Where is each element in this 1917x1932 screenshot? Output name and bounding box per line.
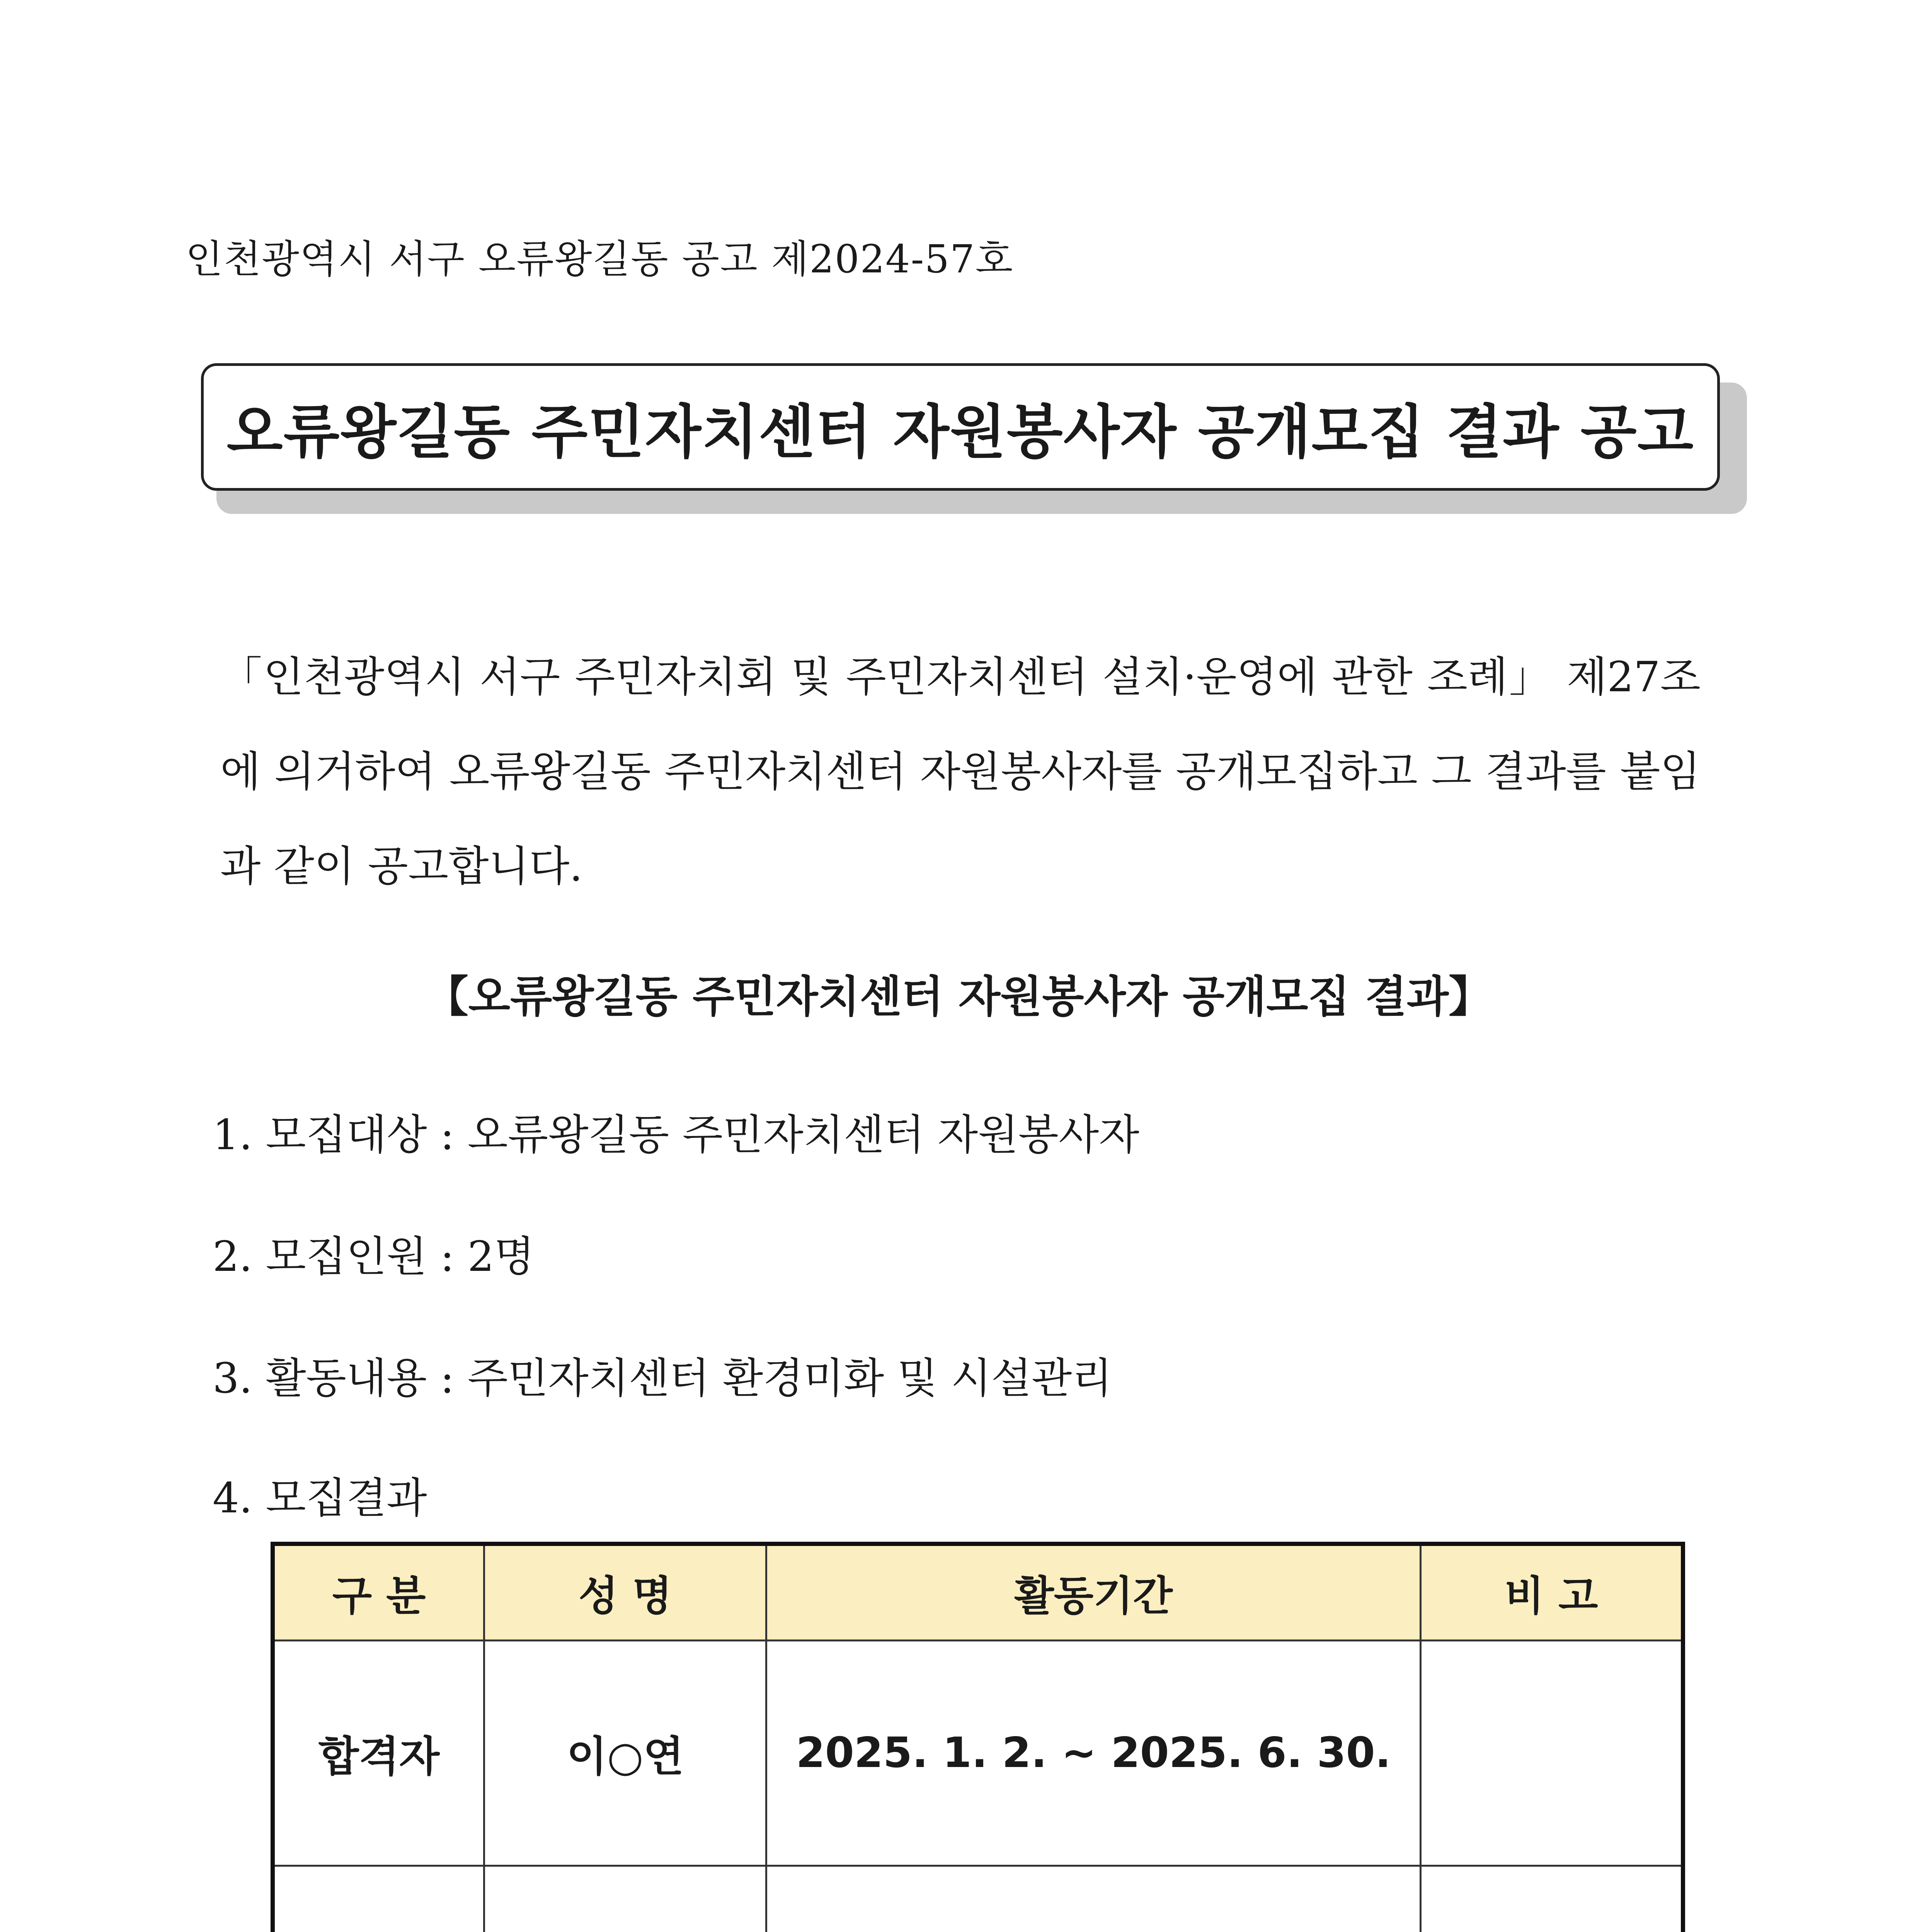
cell-name: 이○연 [484,1641,766,1866]
result-table [271,1542,1685,1932]
cell-category [273,1866,484,1932]
table-row [273,1641,1683,1866]
cell-remarks [1421,1641,1683,1866]
table-row [273,1866,1683,1932]
item-recruit-count: 2. 모집인원 : 2명 [213,1233,535,1281]
page-title: 오류왕길동 주민자치센터 자원봉사자 공개모집 결과 공고 [226,399,1694,466]
header-name: 성 명 [484,1544,766,1641]
item-activity: 3. 활동내용 : 주민자치센터 환경미화 및 시설관리 [213,1354,1112,1403]
intro-paragraph: 「인천광역시 서구 주민자치회 및 주민자치센터 설치·운영에 관한 조례」 제27조에 의거하여 오류왕길동 주민자치센터 자원봉사자를 공개모집하고 그 결과를 붙임과 같이 공고합니다. [220,653,1701,891]
header-remarks: 비 고 [1421,1544,1683,1641]
notice-number: 인천광역시 서구 오류왕길동 공고 제2024-57호 [186,236,1014,282]
cell-period: 2025. 1. 2. ~ 2025. 6. 30. [766,1641,1421,1866]
cell-remarks [1421,1866,1683,1932]
cell-name [484,1866,766,1932]
table-header-row [273,1544,1683,1641]
result-heading: 【오류왕길동 주민자치센터 자원봉사자 공개모집 결과】 [425,971,1492,1022]
title-box [201,363,1720,491]
item-result: 4. 모집결과 [213,1474,427,1522]
header-period: 활동기간 [766,1544,1421,1641]
cell-category: 합격자 [273,1641,484,1866]
header-category: 구 분 [273,1544,484,1641]
item-recruit-target: 1. 모집대상 : 오류왕길동 주민자치센터 자원봉사자 [213,1111,1139,1159]
cell-period [766,1866,1421,1932]
